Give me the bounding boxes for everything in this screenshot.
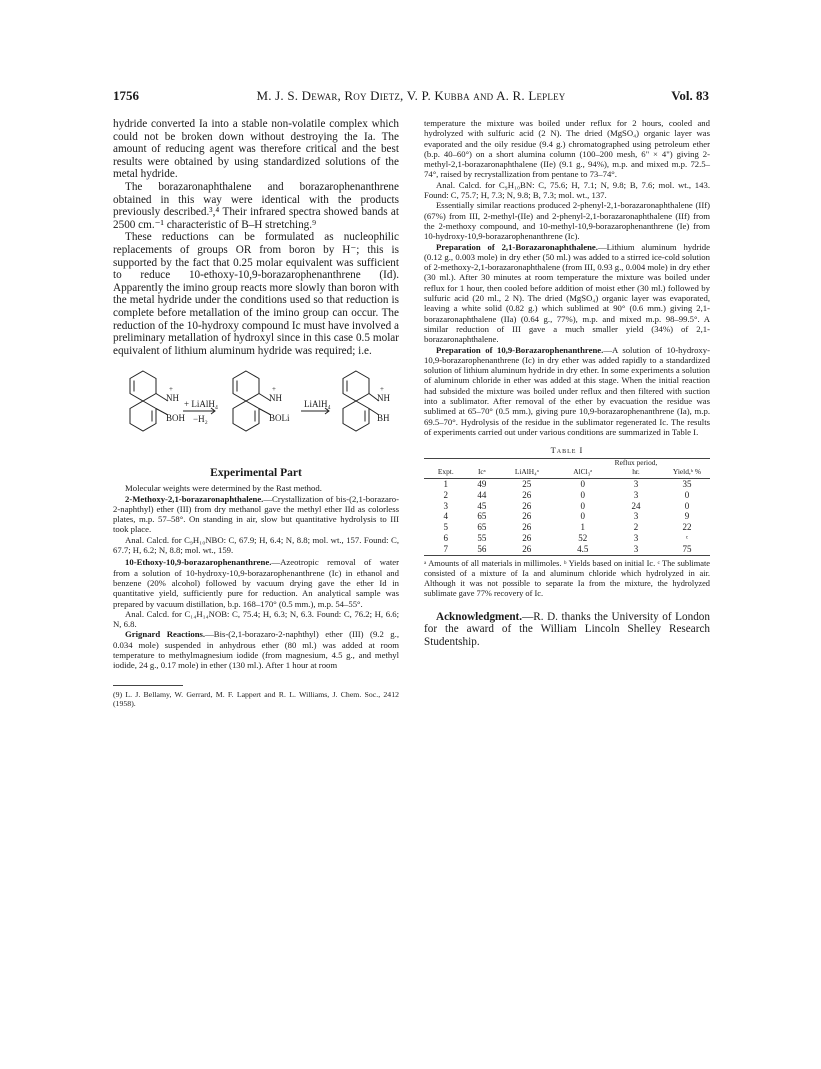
scheme-label-boli: BOLi	[269, 413, 290, 424]
table-cell: 3	[443, 500, 449, 511]
table-cell: 44	[477, 489, 487, 500]
table-header-cell: Yield,ᵇ %	[672, 466, 702, 476]
table-cell: 26	[522, 489, 532, 500]
table-row	[424, 533, 710, 544]
scheme-reagent-1-byproduct: −H₂	[193, 414, 208, 425]
table-header-cell: AlCl₃ᵃ	[573, 466, 593, 476]
acknowledgment-head: Acknowledgment.	[436, 610, 523, 623]
table-cell: 56	[477, 543, 487, 554]
body-prep-naphthalene: —Lithium aluminum hydride (0.12 g., 0.003 mole) in dry ether (50 ml.) was added to a stirred ice-cold solution of 2-methoxy-2,1-borazaronaphthalene (from III, 0.93 g., 0.004 mole) in dry ether (30 ml.). After 30 minutes at room temperature the mixture was boiled under reflux for 1 hour, then cooled before addition of moist ether (30 ml.) followed by sulfuric acid (20 ml., 2 N). The dried (MgSO₄) organic layer was evaporated, leaving a white solid (0.82 g.) which sublimed at 90° (0.6 mm.) giving 2,1-borazaronaphthalene (IIa) (0.64 g., 77%), m.p. and mixed m.p. 98–99.5°. A similar reduction of III gave a much smaller yield (34%) of 2,1-borazaronaphthalene.	[424, 241, 710, 345]
table-row	[424, 490, 710, 501]
table-cell: 7	[443, 543, 449, 554]
body-grignard: —Bis-(2,1-borazaro-2-naphthyl) ether (III) (9.2 g., 0.034 mole) suspended in anhydrous ether (80 ml.) was added at room temperature to methylmagnesium iodide (from magnesium, 4.5 g., and methyl iodide, 24 g., 0.17 mole) in ether (130 ml.). After 1 hour at room	[113, 629, 399, 671]
reaction-scheme-drawing	[113, 363, 399, 461]
scheme-reagent-1: + LiAlH₄	[184, 399, 218, 410]
paragraph-prep-naphthalene	[424, 242, 710, 345]
paragraph-grignard-continued: temperature the mixture was boiled under reflux for 2 hours, cooled and hydrolyzed with sulfuric acid (2 N). The dried (MgSO₄) organic layer was evaporated and the oily residue (9.4 g.) chromatographed using petroleum ether (b.p. 40–60°) on a short alumina column (100–200 mesh, 6" × 4") giving 2-methyl-2,1-borazaronaphthalene (IIe) (9.1 g., 94%), m.p. and mixed m.p. 72.5–74°, raised by recrystallization from pentane to 73–74°.	[424, 118, 710, 180]
page-header	[113, 86, 709, 106]
body-methoxy: —Crystallization of bis-(2,1-borazaro-2-naphthyl) ether (III) from dry methanol gave the methyl ether IId as colorless plates, m.p. 57–58°. On standing in air, slow but quantitative hydrolysis to III took place.	[113, 493, 399, 535]
paragraph-methoxy	[113, 494, 399, 535]
scheme-charge-plus-2: +	[272, 385, 276, 394]
table-cell: 3	[633, 489, 639, 500]
running-head-authors: M. J. S. Dewar, Roy Dietz, V. P. Kubba and A. R. Lepley	[256, 88, 566, 103]
paragraph-anal-3: Anal. Calcd. for C₉H₁₀BN: C, 75.6; H, 7.1; N, 9.8; B, 7.6; mol. wt., 143. Found: C, 75.7; H, 7.3; N, 9.8; B, 7.3; mol. wt., 137.	[424, 179, 710, 201]
table-row	[424, 501, 710, 512]
table-cell: 9	[684, 511, 690, 522]
paragraph-molecular-weights: Molecular weights were determined by the Rast method.	[125, 483, 322, 494]
table-title: Table I	[550, 445, 584, 456]
table-row	[424, 544, 710, 555]
table-cell: 49	[477, 479, 487, 490]
table-cell: 3	[633, 479, 639, 490]
page-number: 1756	[113, 88, 139, 103]
paragraph-products: The borazaronaphthalene and borazarophenanthrene obtained in this way were identical with the products previously described.³,⁴ Their infrared spectra showed bands at 2500 cm.⁻¹ characteristic of B–H stretching.⁹	[113, 180, 399, 231]
table-cell: ᶜ	[685, 533, 689, 543]
table-header-cell: Icᵃ	[477, 466, 486, 476]
table-i	[424, 445, 710, 598]
table-cell: 26	[522, 533, 532, 543]
table-cell: 65	[477, 511, 487, 522]
run-head-grignard: Grignard Reactions.	[125, 629, 206, 640]
table-cell: 3	[633, 543, 639, 554]
table-row	[424, 522, 710, 533]
paragraph-grignard	[113, 629, 399, 670]
results-table	[424, 458, 710, 555]
paragraph-ethoxy	[113, 557, 399, 608]
run-head-ethoxy: 10-Ethoxy-10,9-borazarophenanthrene.	[125, 557, 272, 568]
scheme-reagent-2: LiAlH₄	[304, 399, 331, 410]
acknowledgment-body: —R. D. thanks the University of London for the award of the William Lincoln Shelley Research Studentship.	[424, 610, 710, 649]
table-header-cell: LiAlH₄ᵃ	[514, 466, 539, 476]
scheme-label-nh-2: NH	[269, 393, 282, 404]
paragraph-reductions: These reductions can be formulated as nucleophilic replacements of groups OR from boron by H⁻; this is supported by the fact that 0.25 molar equivalent was sufficient to reduce 10-ethoxy-10,9-borazarophenanthrene (Id). Apparently the imino group reacts more slowly than boron with the metal hydride under the conditions used so that reduction is complete before metallation of the imino group can occur. The reduction of the 10-hydroxy compound Ic must have involved a preliminary metallation of hydroxyl since in this case 0.5 molar equivalent of lithium aluminum hydride was required; i.e.	[113, 231, 399, 357]
table-cell: 25	[522, 479, 532, 490]
paragraph-prep-phenanthrene	[424, 345, 710, 438]
table-row	[424, 479, 710, 490]
table-cell: 65	[477, 522, 487, 533]
table-cell: 55	[477, 533, 487, 543]
table-cell: 4.5	[577, 543, 589, 554]
table-cell: 24	[631, 500, 641, 511]
table-header-row	[424, 459, 710, 479]
scheme-label-boh: BOH	[166, 413, 186, 424]
table-cell: 45	[477, 500, 487, 511]
body-prep-phenanthrene: —A solution of 10-hydroxy-10,9-borazarophenanthrene (Ic) in dry ether was added rapidly to a standardized solution of lithium aluminum hydride in dry ether. In some experiments a solution of aluminum chloride in ether was added at this stage. When the initial reaction had subsided the mixture was boiled under reflux and then filtered with suction into a sublimator. After removal of the ether by evacuation the residue was sublimed at 65–70° (0.5 mm.), giving pure 10,9-borazarophenanthrene (Ia), m.p. 69.5–70°. Hydrolysis of the residue in the sublimator regenerated Ic. The results of experiments carried out under various conditions are summarized in Table I.	[424, 344, 711, 437]
paragraph-hydride: hydride converted Ia into a stable non-volatile complex which could not be broken down without destroying the Ia. The amount of reducing agent was therefore critical and the best results were obtained by using standardized solutions of the metal hydride.	[113, 118, 399, 181]
left-column	[113, 118, 399, 709]
scheme-charge-plus-1: +	[169, 385, 173, 394]
table-cell: 0	[684, 489, 690, 500]
section-title-experimental: Experimental Part	[210, 467, 302, 480]
body-ethoxy: —Azeotropic removal of water from a solution of 10-hydroxy-10,9-borazarophenanthrene (Ic) in ethanol and benzene (20% alcohol) followed by vacuum drying gave the ether Id in quantitative yield, sufficiently pure for reduction. An analytical sample was prepared by vacuum distillation, b.p. 168–170° (0.5 mm.), m.p. 54–55°.	[113, 557, 399, 609]
run-head-methoxy: 2-Methoxy-2,1-borazaronaphthalene.	[125, 493, 264, 504]
table-cell: 2	[443, 489, 449, 500]
table-cell: 5	[443, 522, 449, 533]
volume-label: Vol. 83	[671, 88, 709, 103]
table-cell: 1	[580, 522, 585, 533]
right-column	[424, 118, 710, 649]
table-header-cell: Reflux period, hr.	[614, 458, 658, 476]
table-footnotes: ᵃ Amounts of all materials in millimoles. ᵇ Yields based on initial Ic. ᶜ The sublimate consisted of a mixture of Ia and aluminum chloride which hydrolyzed in air. Although it was not possible to separate Ia from the mixture, the hydrolyzed sublimate gave 77% recovery of Ic.	[424, 558, 710, 598]
table-cell: 75	[682, 543, 692, 554]
table-header-cell: Expt.	[437, 466, 454, 476]
table-cell: 3	[633, 533, 639, 543]
table-cell: 2	[633, 522, 639, 533]
run-head-prep-naphthalene: Preparation of 2,1-Borazaronaphthalene.	[436, 241, 598, 252]
paragraph-anal-1: Anal. Calcd. for C₉H₁₀NBO: C, 67.9; H, 6.4; N, 8.8; mol. wt., 157. Found: C, 67.7; H, 6.2; N, 8.8; mol. wt., 159.	[113, 534, 399, 556]
paragraph-similar-reactions: Essentially similar reactions produced 2-phenyl-2,1-borazaronaphthalene (IIf) (67%) from III, 2-methyl-(IIe) and 2-phenyl-2,1-borazaronaphthalene (IIf) from the 2-methoxy compound, and 10-methyl-10,9-borazarophenanthrene (Ie) from 10-hydroxy-10,9-borazarophenanthrene (Ic).	[424, 200, 710, 242]
table-cell: 26	[522, 511, 532, 522]
scheme-label-nh-3: NH	[377, 393, 390, 404]
table-cell: 0	[580, 511, 585, 522]
table-cell: 6	[443, 533, 449, 543]
table-cell: 0	[580, 500, 585, 511]
table-cell: 26	[522, 500, 532, 511]
table-cell: 3	[633, 511, 639, 522]
table-cell: 52	[578, 533, 588, 543]
table-cell: 1	[443, 479, 449, 490]
table-cell: 0	[580, 479, 585, 490]
reaction-scheme	[113, 363, 399, 461]
table-cell: 26	[522, 522, 532, 533]
scheme-charge-plus-3: +	[380, 385, 384, 394]
table-cell: 0	[580, 489, 585, 500]
scheme-label-nh-1: NH	[166, 393, 179, 404]
table-cell: 26	[522, 543, 532, 554]
table-cell: 22	[682, 522, 692, 533]
footnote-rule	[113, 685, 183, 686]
table-row	[424, 511, 710, 522]
footnote-9: (9) L. J. Bellamy, W. Gerrard, M. F. Lappert and R. L. Williams, J. Chem. Soc., 2412 (1958).	[113, 689, 399, 709]
table-cell: 4	[443, 511, 449, 522]
table-cell: 0	[684, 500, 690, 511]
paragraph-anal-2: Anal. Calcd. for C₁₄H₁₄NOB: C, 75.4; H, 6.3; N, 6.3. Found: C, 76.2; H, 6.6; N, 6.8.	[113, 608, 399, 630]
table-cell: 35	[682, 479, 692, 490]
run-head-prep-phenanthrene: Preparation of 10,9-Borazarophenanthrene.	[436, 344, 604, 355]
acknowledgment	[424, 611, 710, 649]
scheme-label-bh: BH	[377, 413, 390, 424]
